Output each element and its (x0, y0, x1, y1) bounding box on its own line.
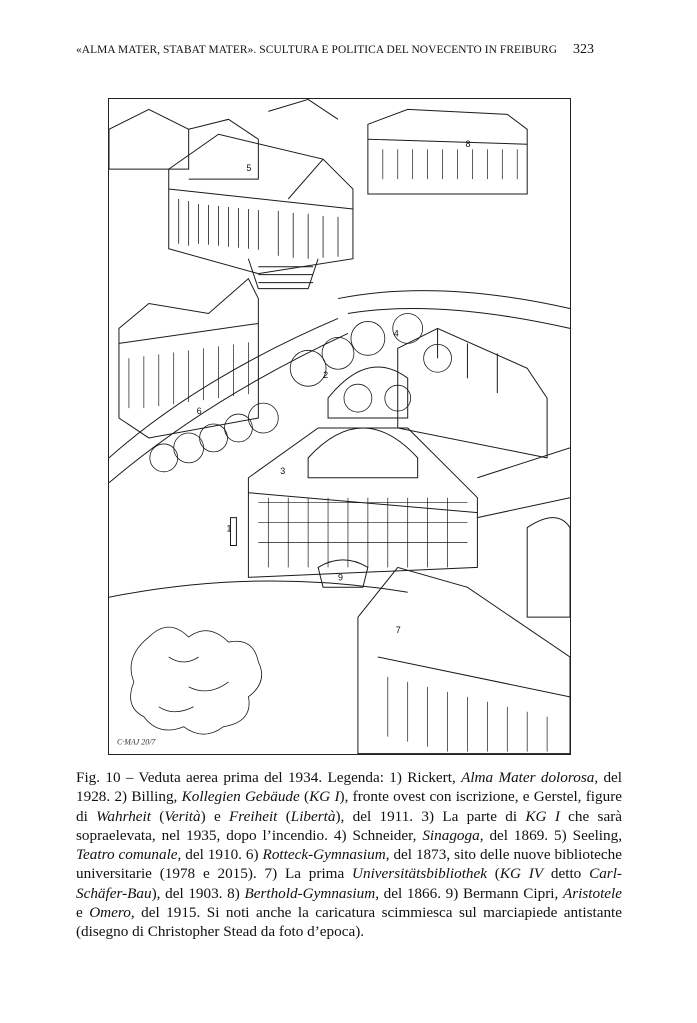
aerial-view-illustration (109, 99, 570, 754)
figure-label-4: 4 (393, 328, 399, 339)
figure-label-5: 5 (246, 163, 252, 174)
page-number: 323 (573, 42, 594, 57)
figure-label-6: 6 (196, 406, 202, 417)
figure-label-8: 8 (465, 139, 471, 150)
figure-label-7: 7 (395, 625, 401, 636)
figure-label-1: 1 (226, 523, 232, 534)
figure-caption: Fig. 10 – Veduta aerea prima del 1934. Legenda: 1) Rickert, Alma Mater dolorosa, del 1928. 2) Billing, Kollegien Gebäude (KG I), fronte ovest con iscrizione, e Gerstel, figure di Wahrheit (Verità) e Freiheit (Libertà), del 1911. 3) La parte di KG I che sarà sopraelevata, nel 1935, dopo l’incendio. 4) Schneider, Sinagoga, del 1869. 5) Seeling, Teatro comunale, del 1910. 6) Rotteck-Gymnasium, del 1873, sito delle nuove biblioteche universitarie (1978 e 2015). 7) La prima Universitätsbibliothek (KG IV detto Carl-Schäfer-Bau), del 1903. 8) Berthold-Gymnasium, del 1866. 9) Bermann Cipri, Aristotele e Omero, del 1915. Si noti anche la caricatura scimmiesca sul marciapiede antistante (disegno di Christopher Stead da foto d’epoca). (76, 769, 623, 941)
figure-label-9: 9 (338, 572, 343, 583)
figure-drawing (108, 98, 571, 755)
artist-signature: C·MAJ 20/7 (116, 737, 156, 747)
figure-label-3: 3 (280, 465, 286, 476)
running-head: «ALMA MATER, STABAT MATER». SCULTURA E POLITICA DEL NOVECENTO IN FREIBURG (76, 44, 558, 56)
figure-label-2: 2 (323, 370, 329, 381)
